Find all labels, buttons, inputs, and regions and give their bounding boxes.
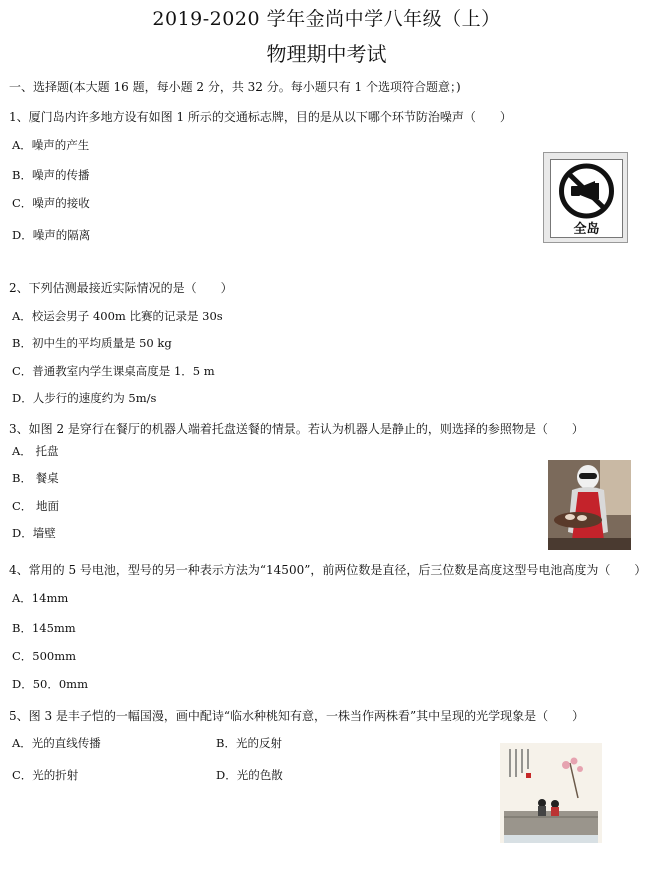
question-5-text: 5、图 3 是丰子恺的一幅国漫，画中配诗“临水种桃知有意，一株当作两株看”其中呈现的光学现象是（ ） <box>9 709 585 723</box>
q1-option-d: D．噪声的隔离 <box>12 228 91 242</box>
q4-option-a: A．14mm <box>12 591 69 605</box>
q2-option-d: D．人步行的速度约为 5m/s <box>12 391 157 405</box>
q5-option-d: D．光的色散 <box>216 768 283 782</box>
q2-option-a: A．校运会男子 400m 比赛的记录是 30s <box>12 309 223 323</box>
q3-option-d: D．墙壁 <box>12 526 56 540</box>
q5-option-a: A．光的直线传播 <box>12 736 101 750</box>
q3-option-b: B． 餐桌 <box>12 471 59 485</box>
question-4-text: 4、常用的 5 号电池，型号的另一种表示方法为“14500”，前两位数是直径，后三位数是高度这型号电池高度为（ ） <box>9 563 647 577</box>
figure-2-robot-photo <box>548 460 631 550</box>
q5-option-c: C．光的折射 <box>12 768 79 782</box>
q3-option-c: C． 地面 <box>12 499 59 513</box>
q1-option-b: B．噪声的传播 <box>12 168 90 182</box>
question-3-text: 3、如图 2 是穿行在餐厅的机器人端着托盘送餐的情景。若认为机器人是静止的，则选择的参照物是（ ） <box>9 422 584 436</box>
question-2-text: 2、下列估测最接近实际情况的是（ ） <box>9 281 233 295</box>
section-heading: 一、选择题(本大题 16 题，每小题 2 分，共 32 分。每小题只有 1 个选项符合题意；) <box>9 80 461 94</box>
q4-option-b: B．145mm <box>12 621 76 635</box>
figure-1-traffic-sign <box>543 152 628 243</box>
q1-option-a: A．噪声的产生 <box>12 138 90 152</box>
q4-option-d: D．50．0mm <box>12 677 88 691</box>
sign-caption: 全岛 <box>573 222 600 237</box>
q4-option-c: C．500mm <box>12 649 77 663</box>
figure-3-painting <box>500 743 602 843</box>
question-1-text: 1、厦门岛内许多地方设有如图 1 所示的交通标志牌，目的是从以下哪个环节防治噪声（ ） <box>9 110 512 124</box>
q2-option-c: C．普通教室内学生课桌高度是 1．5 m <box>12 364 215 378</box>
robot-waiter-photo <box>548 460 631 550</box>
q3-option-a: A． 托盘 <box>12 444 59 458</box>
q5-option-b: B．光的反射 <box>216 736 282 750</box>
ink-painting-illustration <box>500 743 602 843</box>
exam-subtitle: 物理期中考试 <box>266 42 387 66</box>
q2-option-b: B．初中生的平均质量是 50 kg <box>12 336 172 350</box>
q1-option-c: C．噪声的接收 <box>12 196 90 210</box>
exam-title: 2019-2020 学年金尚中学八年级（上） <box>152 8 501 30</box>
